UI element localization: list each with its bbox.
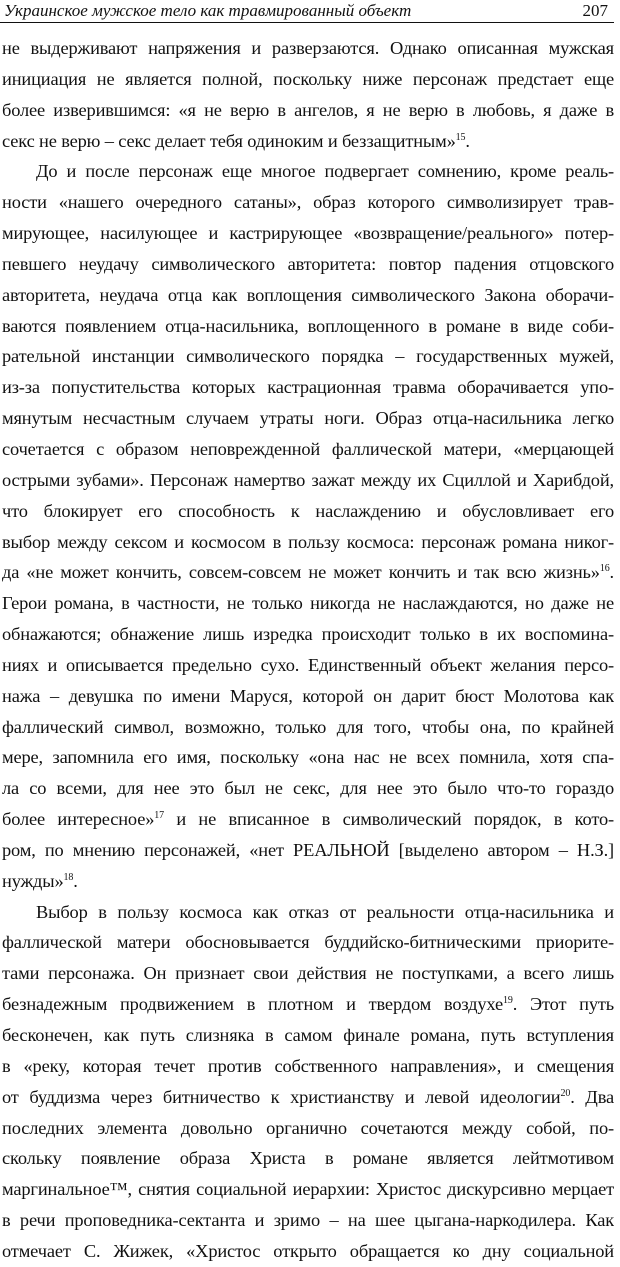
- text-line: нажа – девушка по имени Маруся, которой он дарит бюст Молотова как: [2, 685, 614, 706]
- text-line: острыми зубами». Персонаж намертво зажат между их Сциллой и Харибдой, что блокирует его способность к наслаждению и обусловливает его: [2, 469, 614, 521]
- text-line: авторитета, неудача отца как воплощения символического Закона оборачи-: [2, 284, 614, 305]
- text-line: более интересное»$^{17}$ и не вписанное в символический порядок, в кото-: [2, 809, 614, 830]
- page-number: 207: [582, 1, 608, 20]
- text-line: певшего неудачу символического авторитета: повтор падения отцовского: [2, 253, 614, 274]
- text-line: сочетается с образом неповрежденной фаллической матери, «мерцающей: [2, 438, 614, 459]
- text-line: фаллической матери обосновывается буддийско-битническими приорите-: [2, 932, 614, 953]
- text-line: рательной инстанции символического порядка – государственных мужей,: [2, 346, 614, 367]
- text-line: ности «нашего очередного сатаны», образ которого символизирует трав-: [2, 192, 614, 213]
- text-line: от буддизма через битничество к христианству и левой идеологии$^{20}$. Два: [2, 1086, 614, 1107]
- text-line: скольку появление образа Христа в романе является лейтмотивом маргинальное™, снятия социальной иерархии: Христос дискурсивно мерцает: [2, 1148, 614, 1200]
- running-head: [0, 0, 620, 22]
- running-head-title: Украинское мужское тело как травмированный объект: [4, 1, 412, 20]
- text-line: не выдерживают напряжения и разверзаются. Однако описанная мужская: [2, 38, 614, 58]
- footnote-ref: 19: [503, 995, 513, 1007]
- text-line: ла со всеми, для нее это был не секс, для нее это было что-то гораздо: [2, 778, 614, 799]
- text-line: ваются появлением отца-насильника, воплощенного в романе в виде соби-: [2, 315, 614, 336]
- text-line: в речи проповедника-сектанта и зримо – на шее цыгана-наркодилера. Как: [2, 1210, 614, 1231]
- text-line: в «реку, которая течет против собственного направления», и смещения: [2, 1055, 614, 1076]
- text-line: более изверившимся: «я не верю в ангелов, я не верю в любовь, я даже в: [2, 99, 614, 120]
- text-line: мянутым несчастным случаем утраты ноги. Образ отца-насильника легко: [2, 408, 614, 429]
- text-line: обнажаются; обнажение лишь изредка происходит только в их воспомина-: [2, 624, 614, 645]
- text-line: инициация не является полной, поскольку ниже персонаж предстает еще: [2, 68, 614, 89]
- footnote-ref: 16: [599, 563, 610, 575]
- text-line: из-за попустительства которых кастрационная травма оборачивается упо-: [2, 377, 614, 398]
- text-line: мере, запомнила его имя, поскольку «она нас не всех помнила, хотя спа-: [2, 747, 614, 768]
- footnote-ref: 20: [560, 1087, 571, 1099]
- body-text: [2, 33, 614, 1267]
- text-line: безнадежным продвижением в плотном и твердом воздухе$^{19}$. Этот путь: [2, 994, 614, 1015]
- text-line: ром, по мнению персонажей, «нет РЕАЛЬНОЙ [выделено автором – Н.З.]: [2, 839, 614, 860]
- text-line: ниях и описывается предельно сухо. Единственный объект желания персо-: [2, 654, 614, 675]
- text-line: бесконечен, как путь слизняка в самом финале романа, путь вступления: [2, 1025, 614, 1045]
- footnote-ref: 17: [154, 810, 164, 822]
- footnote-ref: 15: [455, 131, 466, 143]
- text-line: До и после персонаж еще многое подвергает сомнению, кроме реаль-: [36, 161, 614, 182]
- text-line: отмечает С. Жижек, «Христос открыто обращается ко дну социальной: [2, 1240, 614, 1261]
- text-line: Герои романа, в частности, не только никогда не наслаждаются, но даже не: [2, 593, 614, 614]
- footnote-ref: 18: [63, 871, 74, 883]
- text-line: фаллический символ, возможно, только для того, чтобы она, по крайней: [2, 716, 614, 737]
- text-line: выбор между сексом и космосом в пользу космоса: персонаж романа никог-: [2, 531, 614, 552]
- text-line: последних элемента довольно органично сочетаются между собой, по-: [2, 1117, 614, 1138]
- text-line: Выбор в пользу космоса как отказ от реальности отца-насильника и: [36, 901, 614, 922]
- header-rule: [0, 22, 614, 23]
- text-line: нужды»$^{18}$.: [2, 870, 78, 891]
- text-line: да «не может кончить, совсем-совсем не может кончить и так всю жизнь»$^{16}$.: [2, 562, 614, 583]
- text-line: мирующее, насилующее и кастрирующее «возвращение/реального» потер-: [2, 223, 614, 244]
- text-line: тами персонажа. Он признает свои действия не поступками, а всего лишь: [2, 963, 614, 984]
- text-line: секс не верю – секс делает тебя одиноким и беззащитным»$^{15}$.: [2, 130, 470, 151]
